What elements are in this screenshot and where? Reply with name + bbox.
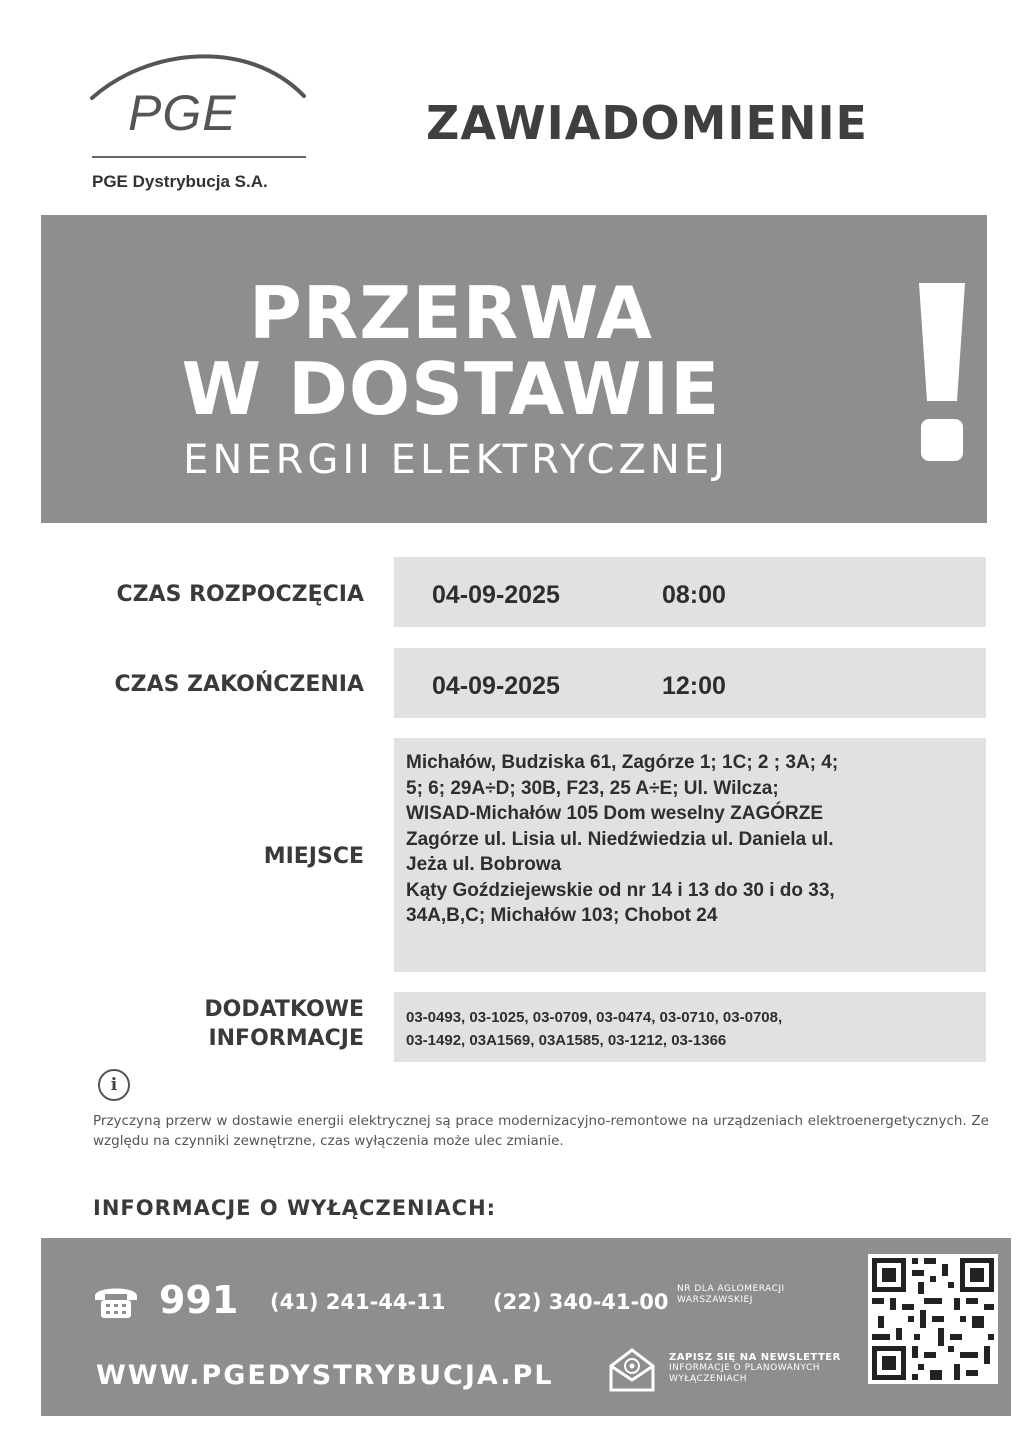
extra-info-label — [204, 995, 364, 1053]
outage-info-heading: INFORMACJE O WYŁĄCZENIACH: — [93, 1196, 497, 1220]
banner-line-1: PRZERWA — [249, 271, 653, 355]
end-date: 04-09-2025 — [432, 672, 560, 700]
outage-banner — [41, 215, 987, 523]
end-time-box — [394, 648, 986, 718]
newsletter-title: ZAPISZ SIĘ NA NEWSLETTER — [669, 1352, 841, 1363]
end-hour: 12:00 — [662, 672, 726, 700]
info-icon: i — [98, 1069, 130, 1101]
banner-line-2: W DOSTAWIE — [181, 347, 721, 431]
phone-icon — [93, 1282, 139, 1320]
extra-info-label-line-2: INFORMACJE — [208, 1026, 364, 1051]
place-line: Kąty Goździejewskie od nr 14 i 13 do 30 i do 33, — [406, 879, 835, 901]
logo-divider — [92, 156, 306, 158]
qr-code[interactable] — [868, 1254, 998, 1384]
newsletter-text[interactable] — [669, 1352, 841, 1385]
exclamation-icon — [913, 283, 971, 463]
phone-2-note — [677, 1284, 785, 1306]
place-line: Michałów, Budziska 61, Zagórze 1; 1C; 2 ; 3A; 4; — [406, 752, 839, 773]
place-line: Jeża ul. Bobrowa — [406, 854, 562, 875]
pge-logo-text: PGE — [128, 85, 237, 141]
place-label: MIEJSCE — [263, 844, 364, 869]
newsletter-line: WYŁĄCZENIACH — [669, 1374, 748, 1384]
place-text — [406, 750, 976, 929]
end-time-label: CZAS ZAKOŃCZENIA — [114, 672, 364, 697]
banner-line-3: ENERGII ELEKTRYCZNEJ — [183, 437, 729, 483]
start-time-label: CZAS ROZPOCZĘCIA — [116, 582, 364, 607]
phone-2-note-line: NR DLA AGLOMERACJI — [677, 1284, 785, 1294]
place-line: 34A,B,C; Michałów 103; Chobot 24 — [406, 905, 718, 926]
extra-info-line: 03-1492, 03A1569, 03A1585, 03-1212, 03-1366 — [406, 1032, 727, 1049]
website-url[interactable]: WWW.PGEDYSTRYBUCJA.PL — [96, 1360, 554, 1391]
contact-footer — [41, 1238, 1011, 1416]
outage-reason-note: Przyczyną przerw w dostawie energii elektrycznej są prace modernizacyjno-remontowe na urządzeniach elektroenergetycznych. Ze względu na czynniki zewnętrzne, czas wyłączenia może ulec zmianie. — [93, 1113, 989, 1149]
start-time-box — [394, 557, 986, 627]
newsletter-line: INFORMACJE O PLANOWANYCH — [669, 1363, 821, 1373]
extra-info-label-line-1: DODATKOWE — [204, 997, 364, 1022]
place-line: WISAD-Michałów 105 Dom weselny ZAGÓRZE — [406, 803, 824, 824]
phone-number-1: (41) 241-44-11 — [270, 1290, 446, 1314]
start-hour: 08:00 — [662, 581, 726, 609]
place-box — [394, 738, 986, 972]
document-title: ZAWIADOMIENIE — [426, 96, 868, 150]
place-line: Zagórze ul. Lisia ul. Niedźwiedzia ul. Daniela ul. — [406, 828, 834, 850]
newsletter-envelope-icon — [607, 1346, 657, 1394]
place-line: 5; 6; 29A÷D; 30B, F23, 25 A÷E; Ul. Wilcza; — [406, 777, 779, 799]
phone-2-note-line: WARSZAWSKIEJ — [677, 1295, 753, 1305]
hotline-number: 991 — [159, 1278, 239, 1322]
extra-info-box — [394, 992, 986, 1062]
phone-number-2: (22) 340-41-00 — [493, 1290, 669, 1314]
company-name: PGE Dystrybucja S.A. — [92, 172, 268, 191]
extra-info-text — [406, 1006, 976, 1052]
extra-info-line: 03-0493, 03-1025, 03-0709, 03-0474, 03-0710, 03-0708, — [406, 1009, 783, 1026]
start-date: 04-09-2025 — [432, 581, 560, 609]
